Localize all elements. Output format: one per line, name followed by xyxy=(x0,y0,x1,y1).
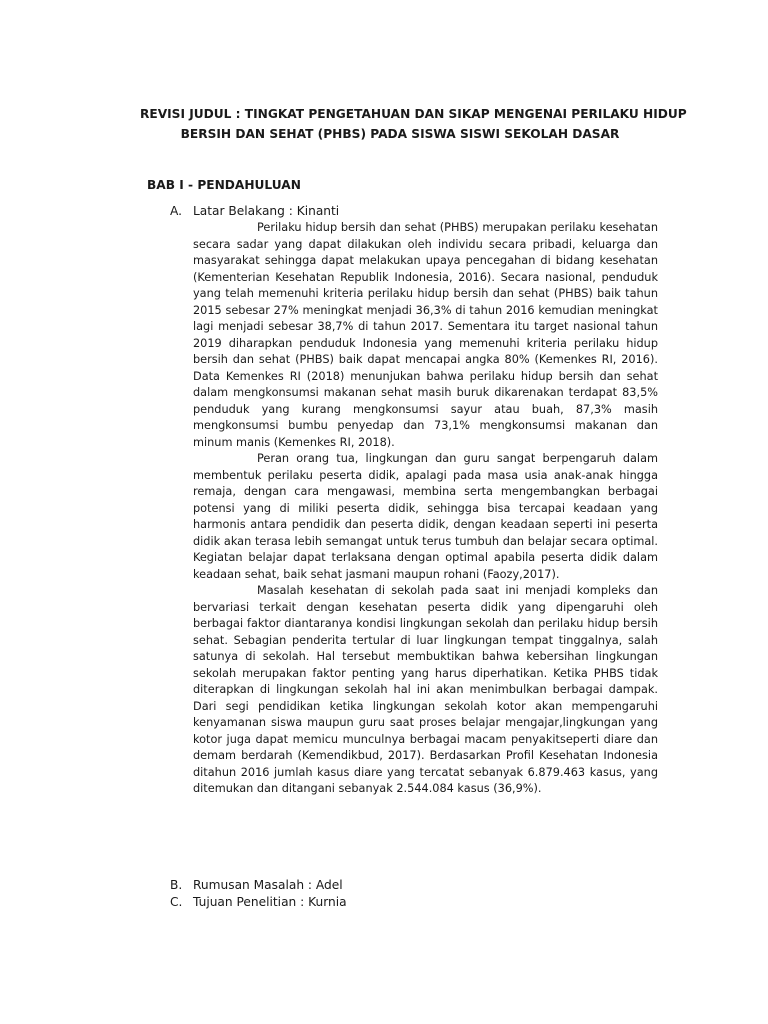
section-c-heading xyxy=(170,893,347,911)
section-a-body xyxy=(193,220,658,798)
title-line-2: BERSIH DAN SEHAT (PHBS) PADA SISWA SISWI SEKOLAH DASAR xyxy=(180,127,620,141)
paragraph-2: Peran orang tua, lingkungan dan guru sangat berpengaruh dalam membentuk perilaku peserta didik, apalagi pada masa usia anak-anak hingga remaja, dengan cara mengawasi, membina serta mengembangkan berbagai potensi yang di miliki peserta didik, sehingga bisa tercapai keadaan yang harmonis antara pendidik dan peserta didik, dengan keadaan seperti ini peserta didik akan terasa lebih semangat untuk terus tumbuh dan belajar secara optimal. Kegiatan belajar dapat terlaksana dengan optimal apabila peserta didik dalam keadaan sehat, baik sehat jasmani maupun rohani (Faozy,2017). xyxy=(193,452,658,581)
section-c-title: Tujuan Penelitian : Kurnia xyxy=(193,895,347,909)
section-b-letter: B. xyxy=(170,878,183,892)
section-b-title: Rumusan Masalah : Adel xyxy=(193,878,343,892)
paragraph-1: Perilaku hidup bersih dan sehat (PHBS) merupakan perilaku kesehatan secara sadar yang dapat dilakukan oleh individu secara pribadi, keluarga dan masyarakat sehingga dapat melakukan upaya pencegahan di bidang kesehatan (Kementerian Kesehatan Republik Indonesia, 2016). Secara nasional, penduduk yang telah memenuhi kriteria perilaku hidup bersih dan sehat (PHBS) baik tahun 2015 sebesar 27% meningkat menjadi 36,3% di tahun 2016 kemudian meningkat lagi menjadi sebesar 38,7% di tahun 2017. Sementara itu target nasional tahun 2019 diharapkan penduduk Indonesia yang memenuhi kriteria perilaku hidup bersih dan sehat (PHBS) baik dapat mencapai angka 80% (Kemenkes RI, 2016). Data Kemenkes RI (2018) menunjukan bahwa perilaku hidup bersih dan sehat dalam mengkonsumsi makanan sehat masih buruk dikarenakan terdapat 83,5% penduduk yang kurang mengkonsumsi sayur atau buah, 87,3% masih mengkonsumsi bumbu penyedap dan 73,1% mengkonsumsi makanan dan minum manis (Kemenkes RI, 2018). xyxy=(193,221,658,449)
chapter-heading: BAB I - PENDAHULUAN xyxy=(147,178,301,192)
section-a-letter: A. xyxy=(170,204,182,218)
section-a-title: Latar Belakang : Kinanti xyxy=(193,204,340,218)
paragraph-3: Masalah kesehatan di sekolah pada saat ini menjadi kompleks dan bervariasi terkait dengan kesehatan peserta didik yang dipengaruhi oleh berbagai faktor diantaranya kondisi lingkungan sekolah dan perilaku hidup bersih sehat. Sebagian penderita tertular di luar lingkungan tempat tinggalnya, salah satunya di sekolah. Hal tersebut membuktikan bahwa kebersihan lingkungan sekolah merupakan faktor penting yang harus diperhatikan. Ketika PHBS tidak diterapkan di lingkungan sekolah hal ini akan menimbulkan berbagai dampak. Dari segi pendidikan ketika lingkungan sekolah kotor akan mempengaruhi kenyamanan siswa maupun guru saat proses belajar mengajar,lingkungan yang kotor juga dapat memicu munculnya berbagai macam penyakitseperti diare dan demam berdarah (Kemendikbud, 2017). Berdasarkan Profil Kesehatan Indonesia ditahun 2016 jumlah kasus diare yang tercatat sebanyak 6.879.463 kasus, yang ditemukan dan ditangani sebanyak 2.544.084 kasus (36,9%). xyxy=(193,584,658,795)
section-c-letter: C. xyxy=(170,895,183,909)
title-line-1: REVISI JUDUL : TINGKAT PENGETAHUAN DAN SIKAP MENGENAI PERILAKU HIDUP xyxy=(140,107,687,121)
section-b-heading xyxy=(170,876,343,894)
document-title xyxy=(140,104,687,144)
section-a-heading xyxy=(170,202,339,220)
